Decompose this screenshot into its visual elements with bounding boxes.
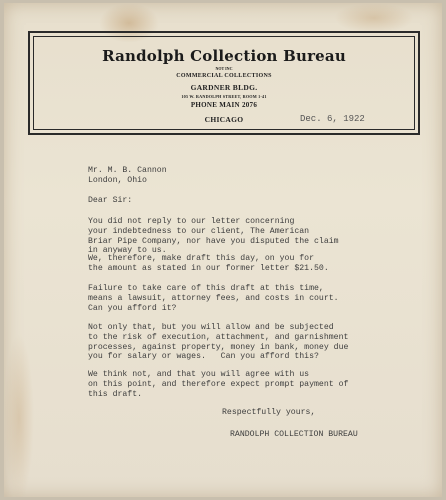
letter-date: Dec. 6, 1922	[300, 114, 365, 124]
letterhead	[28, 31, 420, 135]
closing: Respectfully yours,	[222, 408, 316, 417]
body-paragraph: Failure to take care of this draft at this time, means a lawsuit, attorney fees, and costs in court. Can you afford it?	[88, 284, 339, 313]
body-paragraph: We, therefore, make draft this day, on you for the amount as stated in our former letter $21.50.	[88, 254, 329, 273]
body-paragraph: We think not, and that you will agree with us on this point, and therefore expect prompt payment of this draft.	[88, 370, 349, 399]
recipient-name: Mr. M. B. Cannon	[88, 166, 167, 175]
body-paragraph: Not only that, but you will allow and be subjected to the risk of execution, attachment, and garnishment processes, against property, money in bank, money due you for salary or wages. Can you afford this?	[88, 323, 349, 362]
body-paragraph: You did not reply to our letter concerning your indebtedness to our client, The American Briar Pipe Company, nor have you disputed the claim in anyway to us.	[88, 217, 339, 256]
not-inc-label: NOT INC	[215, 66, 233, 71]
age-stain	[334, 3, 414, 33]
signature-block: RANDOLPH COLLECTION BUREAU	[230, 430, 358, 439]
phone-number: PHONE MAIN 2076	[190, 101, 258, 109]
letter-page	[4, 3, 442, 497]
city-label: CHICAGO	[204, 115, 244, 124]
building-label: GARDNER BLDG.	[190, 83, 258, 92]
services-label: COMMERCIAL COLLECTIONS	[176, 73, 272, 79]
age-stain	[4, 333, 34, 497]
salutation: Dear Sir:	[88, 196, 133, 205]
company-name: Randolph Collection Bureau	[102, 47, 346, 65]
street-address: 105 W. RANDOLPH STREET, ROOM 1-41	[181, 94, 267, 99]
recipient-location: London, Ohio	[88, 176, 147, 185]
